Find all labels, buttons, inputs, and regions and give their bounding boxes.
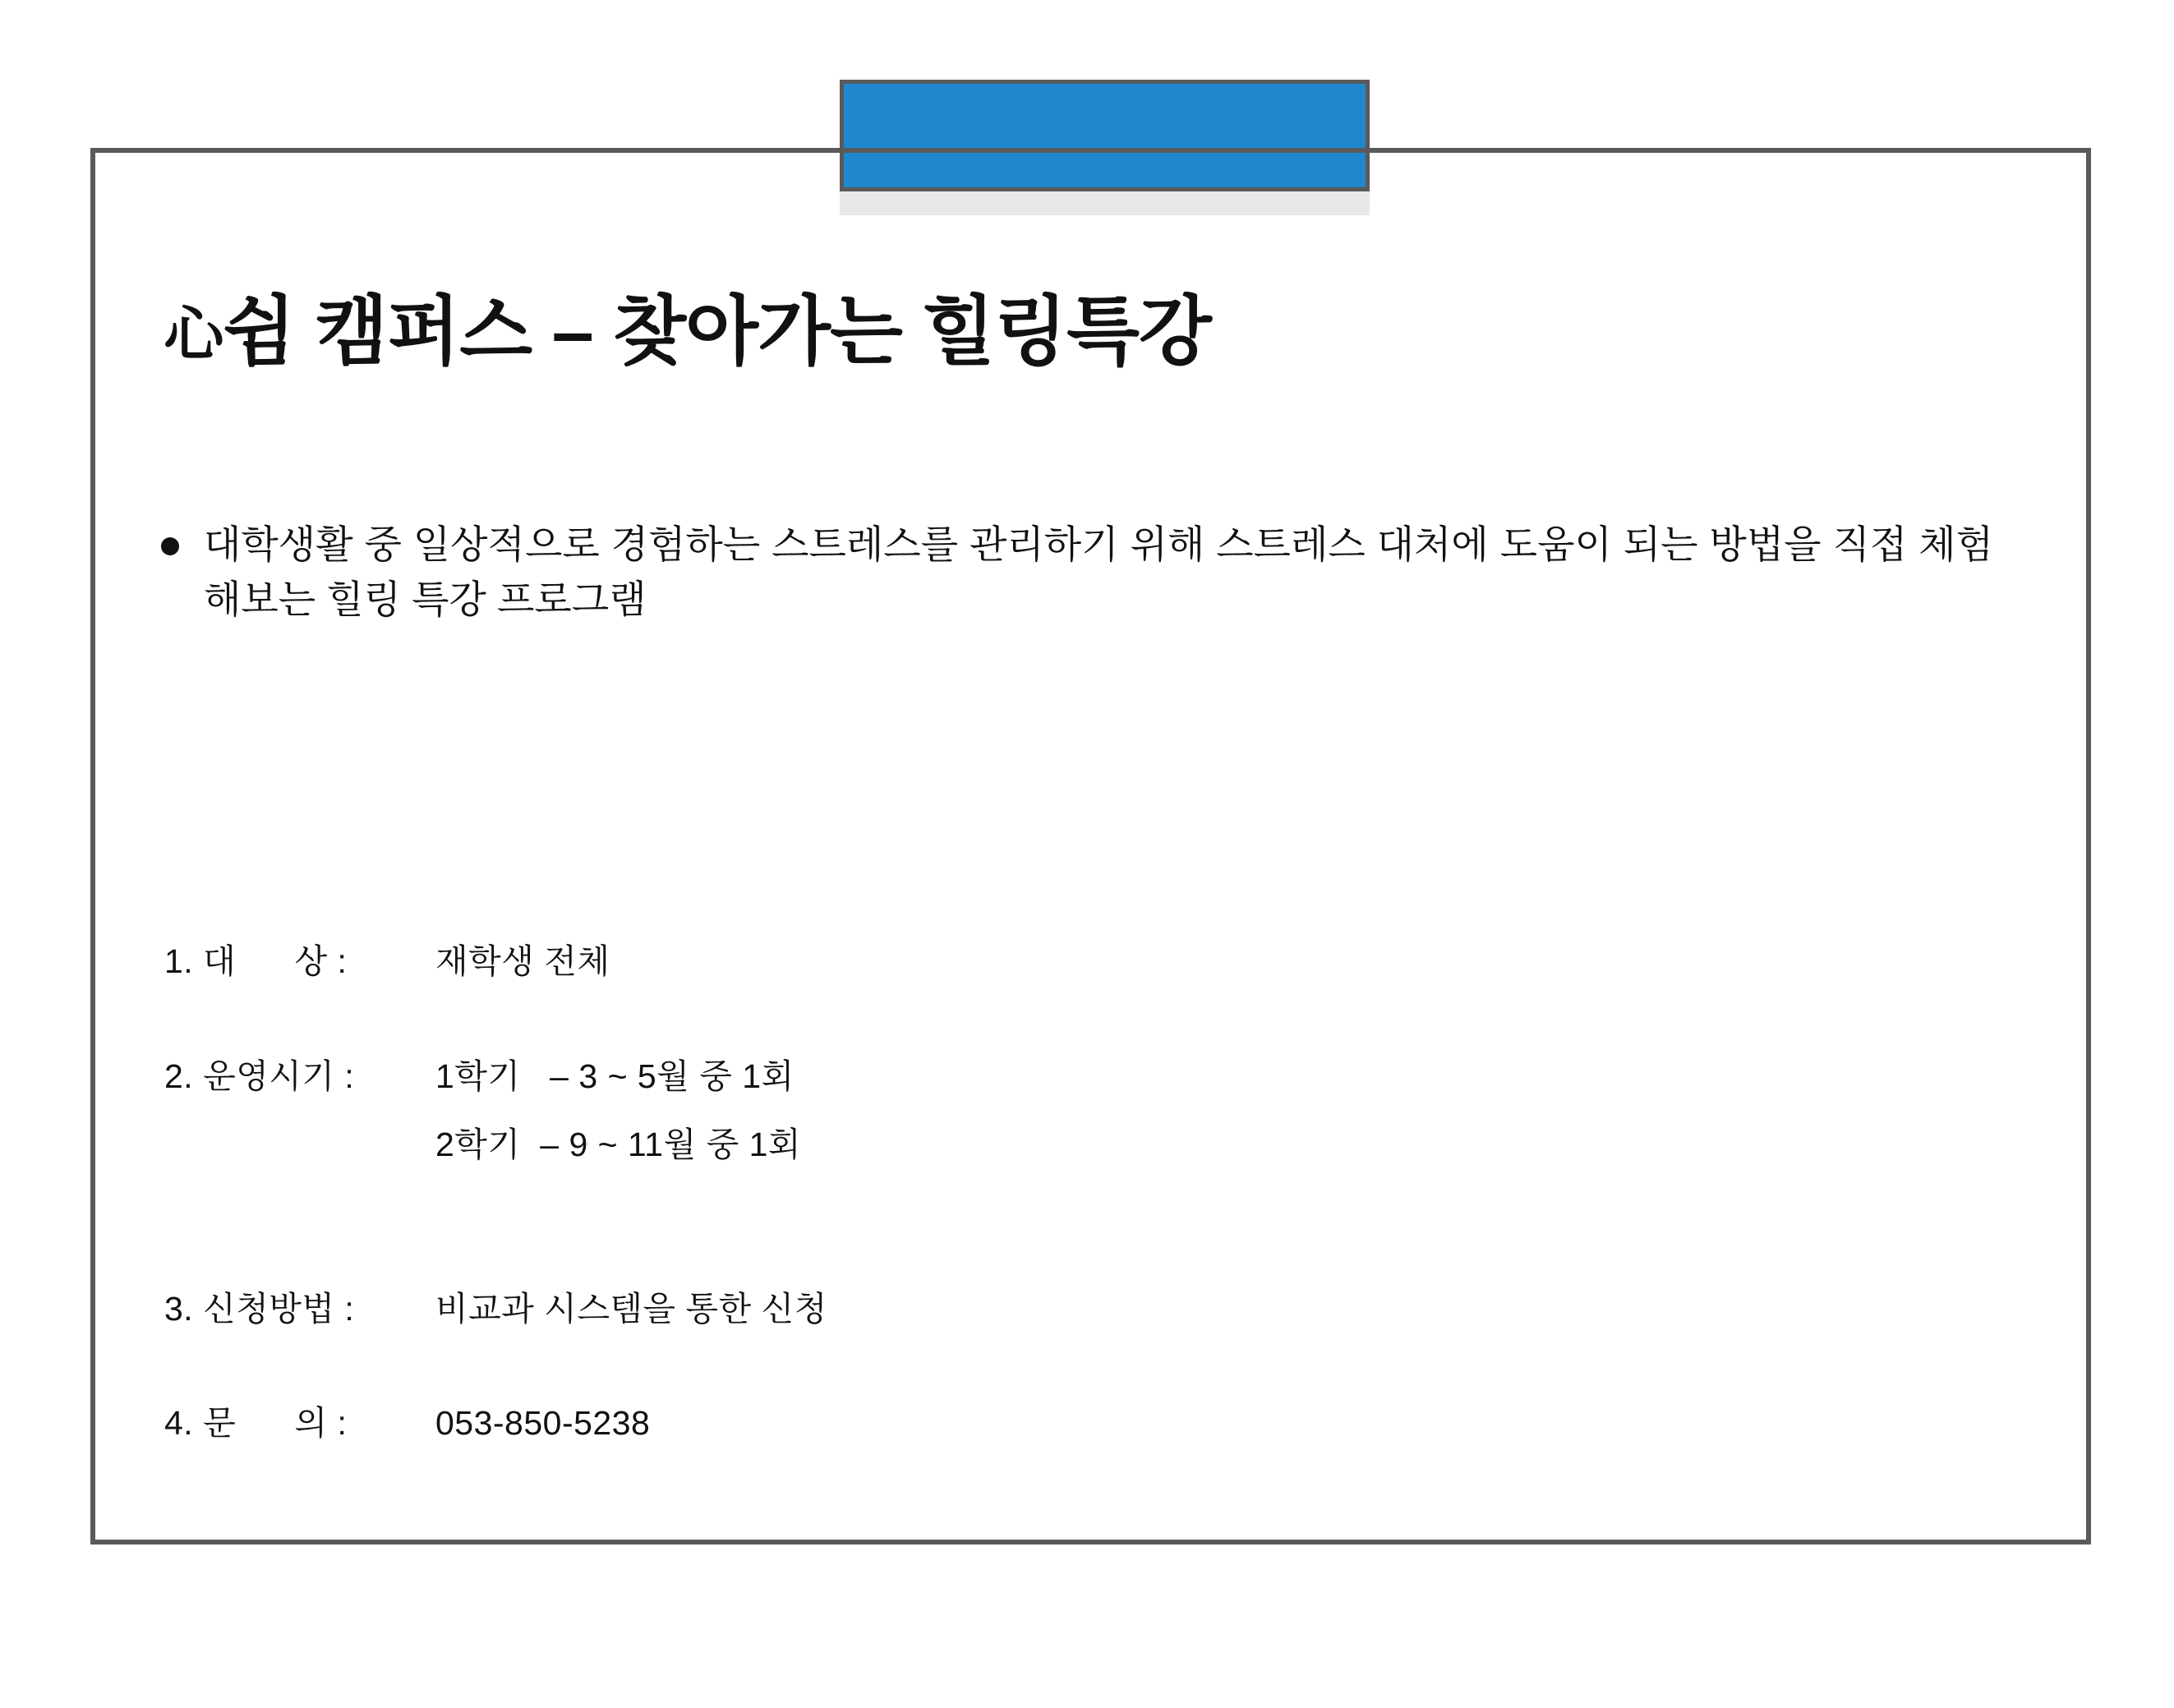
detail-indent-spacer: [164, 1120, 435, 1171]
detail-label-target: 1. 대 상 :: [164, 942, 348, 980]
bullet-dot-icon: [161, 537, 179, 555]
detail-value-contact: 053-850-5238: [435, 1404, 651, 1442]
page-title-text: 쉼 캠퍼스 – 찾아가는 힐링특강: [223, 290, 1211, 374]
detail-label-apply: 3. 신청방법 :: [164, 1289, 355, 1328]
program-description: [161, 518, 1993, 627]
detail-row-contact: [164, 1398, 1955, 1449]
heart-icon: 心: [164, 302, 223, 367]
detail-row-target: [164, 937, 1955, 988]
detail-value-period-1: 1학기 – 3 ~ 5월 중 1회: [435, 1057, 795, 1095]
program-description-text: 대학생활 중 일상적으로 경험하는 스트레스를 관리하기 위해 스트레스 대처에 도움이 되는 방법을 직접 체험해보는 힐링 특강 프로그램: [204, 523, 1993, 621]
detail-value-target: 재학생 전체: [435, 942, 610, 980]
page-title: [164, 271, 1211, 380]
detail-label-contact: 4. 문 의 :: [164, 1404, 348, 1442]
detail-row-period-second: [164, 1120, 1955, 1171]
detail-row-apply: [164, 1284, 1955, 1335]
detail-value-apply: 비교과 시스템을 통한 신청: [435, 1289, 827, 1328]
detail-row-period: [164, 1052, 1955, 1103]
detail-label-period: 2. 운영시기 :: [164, 1057, 355, 1095]
section-spacer: [164, 1235, 1955, 1284]
detail-value-period-2: 2학기 – 9 ~ 11월 중 1회: [435, 1126, 801, 1163]
details-list: [164, 937, 1955, 1513]
